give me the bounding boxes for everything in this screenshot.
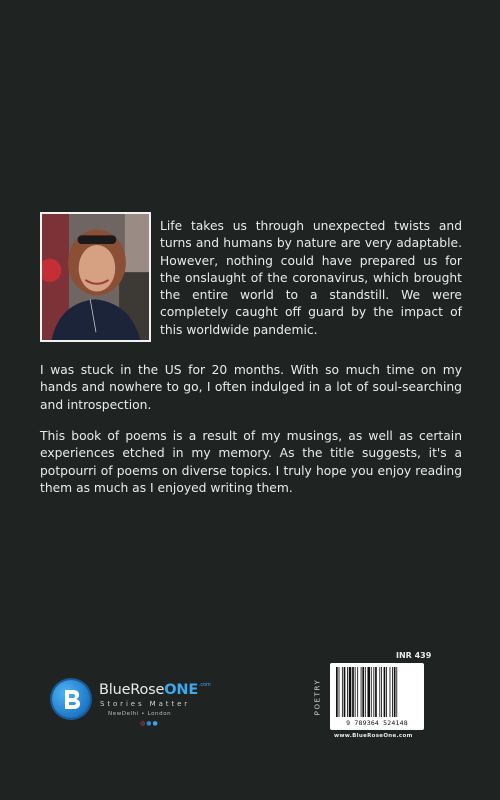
barcode-bar <box>349 667 352 717</box>
barcode-bar <box>384 667 386 717</box>
barcode-bar <box>361 667 362 717</box>
body-paragraph-2: I was stuck in the US for 20 months. With so much time on my hands and nowhere to go, I often indulged in a lot of soul-searching and introspection. <box>40 363 462 412</box>
social-icons <box>140 720 159 727</box>
publisher-cities: NewDelhi • London <box>108 711 172 717</box>
twitter-icon: ● <box>152 720 159 727</box>
isbn-barcode <box>330 663 424 730</box>
barcode-bar <box>342 667 343 717</box>
barcode-bar <box>379 667 380 717</box>
publisher-name-main: BlueRose <box>99 682 165 698</box>
barcode-bar <box>394 667 396 717</box>
barcode-bar <box>390 667 391 717</box>
body-paragraph-3: This book of poems is a result of my musings, as well as certain experiences etched in my memory. As the title suggests, it's a potpourri of poems on diverse topics. I truly hope you enjoy reading them as much as I enjoyed writing them. <box>40 429 462 495</box>
barcode-bar <box>365 667 366 717</box>
isbn-number: 9 789364 524148 <box>346 719 408 727</box>
publisher-tagline: Stories Matter <box>100 700 191 708</box>
publisher-logo <box>52 676 212 746</box>
barcode-bar <box>396 667 397 717</box>
logo-b-icon <box>52 680 90 718</box>
author-photo <box>40 212 151 342</box>
publisher-trademark: .com <box>199 682 211 688</box>
instagram-icon: ◎ <box>140 720 147 727</box>
barcode-bar <box>355 667 356 717</box>
price-label: INR 439 <box>396 651 432 660</box>
barcode-bar <box>362 667 364 717</box>
barcode-bar <box>352 667 354 717</box>
publisher-logo-icon <box>52 680 90 718</box>
barcode-bar <box>336 667 338 717</box>
barcode-bar <box>381 667 382 717</box>
author-portrait-image <box>42 214 149 340</box>
barcode-bar <box>339 667 340 717</box>
genre-label <box>307 672 327 722</box>
publisher-website: www.BlueRoseOne.com <box>334 733 413 739</box>
barcode-bar <box>357 667 358 717</box>
barcode-bar <box>347 667 348 717</box>
barcode-bar <box>373 667 374 717</box>
barcode-bar <box>386 667 387 717</box>
barcode-bar <box>392 667 393 717</box>
facebook-icon: ● <box>146 720 153 727</box>
intro-paragraph: Life takes us through unexpected twists and turns and humans by nature are very adaptable. However, nothing could have prepared us for the onslaught of the coronavirus, which brought the entire world to a standstill. We were completely caught off guard by the impact of this worldwide pandemic. <box>160 219 462 337</box>
barcode-bar <box>344 667 346 717</box>
barcode-bar <box>371 667 372 717</box>
genre-text: POETRY <box>313 678 322 716</box>
publisher-name-accent: ONE <box>164 682 199 698</box>
barcode-bars <box>336 667 418 717</box>
barcode-bar <box>367 667 370 717</box>
barcode-bar <box>375 667 377 717</box>
publisher-name <box>99 682 211 698</box>
